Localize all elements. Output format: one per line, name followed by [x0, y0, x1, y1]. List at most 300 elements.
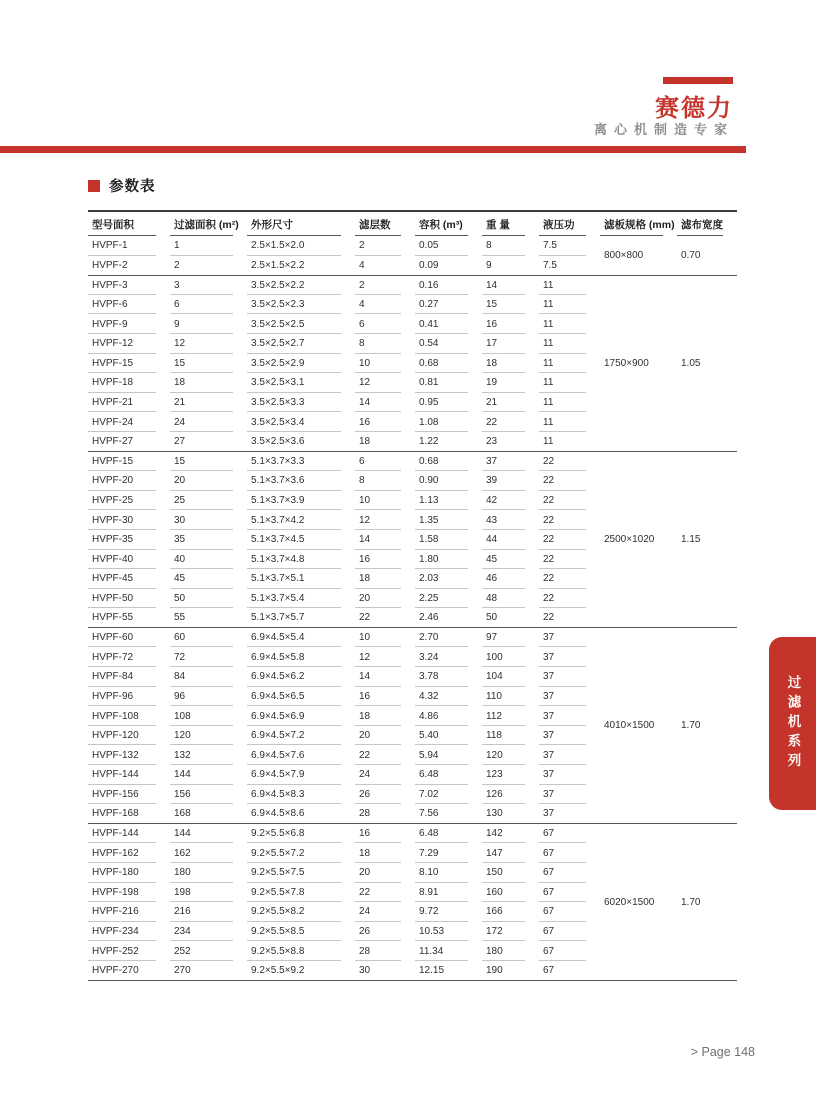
cell: 270 [170, 961, 247, 981]
cell: 18 [355, 706, 415, 726]
cell: 4.32 [415, 687, 482, 707]
cell: 67 [539, 941, 600, 961]
cell: 16 [482, 314, 539, 334]
cell: 1.35 [415, 510, 482, 530]
page-number: > Page 148 [690, 1045, 755, 1059]
cell: 166 [482, 902, 539, 922]
cell: HVPF-180 [88, 863, 170, 883]
cell: 26 [355, 785, 415, 805]
cell: 144 [170, 765, 247, 785]
cell: 39 [482, 471, 539, 491]
cell: 100 [482, 647, 539, 667]
cell: HVPF-2 [88, 256, 170, 276]
brand-accent-bar [663, 77, 733, 84]
cell: 18 [355, 432, 415, 452]
cell: 14 [355, 667, 415, 687]
cell: HVPF-156 [88, 785, 170, 805]
cell: 10 [355, 628, 415, 648]
cell: 3.5×2.5×2.7 [247, 334, 355, 354]
cell: 96 [170, 687, 247, 707]
cell: 19 [482, 373, 539, 393]
cell: 126 [482, 785, 539, 805]
cell: 5.40 [415, 726, 482, 746]
cell: HVPF-15 [88, 354, 170, 374]
cell: 2.25 [415, 589, 482, 609]
cell: 18 [170, 373, 247, 393]
cell: 8 [355, 334, 415, 354]
cell: 5.1×3.7×4.5 [247, 530, 355, 550]
cell: 0.27 [415, 295, 482, 315]
cell: HVPF-6 [88, 295, 170, 315]
cell: 0.68 [415, 354, 482, 374]
cell: 0.90 [415, 471, 482, 491]
cell: 112 [482, 706, 539, 726]
cell: 45 [482, 550, 539, 570]
cell: 46 [482, 569, 539, 589]
cell: 6 [355, 314, 415, 334]
cell: 108 [170, 706, 247, 726]
cell: 9.2×5.5×7.5 [247, 863, 355, 883]
cell: 8 [482, 236, 539, 256]
cell: 84 [170, 667, 247, 687]
cell: 12 [355, 373, 415, 393]
cell: HVPF-15 [88, 452, 170, 472]
cell: 11 [539, 295, 600, 315]
cell: 22 [539, 452, 600, 472]
cell: HVPF-1 [88, 236, 170, 256]
column-header: 型号面积 [88, 211, 170, 236]
cell: 30 [170, 510, 247, 530]
cell: HVPF-20 [88, 471, 170, 491]
params-table [88, 210, 737, 981]
cell: 15 [170, 354, 247, 374]
cell: 4 [355, 295, 415, 315]
cell: 18 [355, 843, 415, 863]
plate-spec-cell: 2500×1020 [600, 452, 677, 628]
cell: 22 [539, 471, 600, 491]
cell: 132 [170, 745, 247, 765]
cell: 1 [170, 236, 247, 256]
cell: 17 [482, 334, 539, 354]
cell: 9.2×5.5×8.5 [247, 922, 355, 942]
cell: 22 [355, 745, 415, 765]
cell: 12 [355, 647, 415, 667]
cell: 144 [170, 824, 247, 844]
cell: HVPF-96 [88, 687, 170, 707]
cell: 30 [355, 961, 415, 981]
cell: 2 [170, 256, 247, 276]
cell: HVPF-198 [88, 883, 170, 903]
cell: 6.9×4.5×5.8 [247, 647, 355, 667]
cell: 3.5×2.5×2.9 [247, 354, 355, 374]
cell: 6.9×4.5×6.2 [247, 667, 355, 687]
cell: 8 [355, 471, 415, 491]
cell: HVPF-168 [88, 804, 170, 824]
cell: 67 [539, 863, 600, 883]
cell: 22 [539, 608, 600, 628]
column-header: 滤板规格 (mm) [600, 211, 677, 236]
cell: 9.72 [415, 902, 482, 922]
cell: 1.58 [415, 530, 482, 550]
cell: 11 [539, 314, 600, 334]
cell: HVPF-3 [88, 275, 170, 295]
cell: 5.1×3.7×5.7 [247, 608, 355, 628]
cell: 4.86 [415, 706, 482, 726]
series-side-tab [769, 637, 816, 810]
column-header: 液压功 [539, 211, 600, 236]
cell: 22 [539, 530, 600, 550]
cell: HVPF-144 [88, 765, 170, 785]
cell: 67 [539, 824, 600, 844]
cell: 9.2×5.5×7.2 [247, 843, 355, 863]
cell: HVPF-252 [88, 941, 170, 961]
cell: 9 [482, 256, 539, 276]
cloth-width-cell: 1.70 [677, 628, 737, 824]
cell: 23 [482, 432, 539, 452]
cell: HVPF-50 [88, 589, 170, 609]
table-row [88, 236, 737, 256]
cell: 3.5×2.5×3.6 [247, 432, 355, 452]
cell: HVPF-21 [88, 393, 170, 413]
cell: 3 [170, 275, 247, 295]
cell: 16 [355, 824, 415, 844]
cell: 6 [170, 295, 247, 315]
cell: 37 [539, 804, 600, 824]
cell: 216 [170, 902, 247, 922]
cell: 24 [170, 412, 247, 432]
cell: 3.78 [415, 667, 482, 687]
cell: HVPF-40 [88, 550, 170, 570]
cell: HVPF-234 [88, 922, 170, 942]
cell: HVPF-144 [88, 824, 170, 844]
cell: 28 [355, 941, 415, 961]
cell: HVPF-120 [88, 726, 170, 746]
cell: 6.9×4.5×7.9 [247, 765, 355, 785]
cell: 24 [355, 902, 415, 922]
cell: 24 [355, 765, 415, 785]
cell: 67 [539, 902, 600, 922]
cell: 37 [539, 706, 600, 726]
cell: 21 [482, 393, 539, 413]
cell: 22 [539, 510, 600, 530]
column-header: 滤层数 [355, 211, 415, 236]
cell: 12.15 [415, 961, 482, 981]
cell: 180 [482, 941, 539, 961]
cell: 26 [355, 922, 415, 942]
cell: 18 [482, 354, 539, 374]
header-divider [0, 146, 746, 153]
cell: 14 [355, 530, 415, 550]
plate-spec-cell: 4010×1500 [600, 628, 677, 824]
cell: 16 [355, 687, 415, 707]
cell: 37 [539, 785, 600, 805]
cell: HVPF-216 [88, 902, 170, 922]
cell: 3.5×2.5×2.3 [247, 295, 355, 315]
cell: 2 [355, 275, 415, 295]
cell: 6 [355, 452, 415, 472]
cell: 130 [482, 804, 539, 824]
cell: 9.2×5.5×9.2 [247, 961, 355, 981]
cell: 168 [170, 804, 247, 824]
cell: HVPF-24 [88, 412, 170, 432]
cell: 22 [355, 883, 415, 903]
cell: 50 [170, 589, 247, 609]
cell: 9.2×5.5×8.8 [247, 941, 355, 961]
cell: 20 [355, 589, 415, 609]
cell: 16 [355, 550, 415, 570]
cell: 0.05 [415, 236, 482, 256]
cell: 37 [539, 726, 600, 746]
cell: 11 [539, 412, 600, 432]
cell: HVPF-9 [88, 314, 170, 334]
cell: 5.94 [415, 745, 482, 765]
cell: 9.2×5.5×8.2 [247, 902, 355, 922]
column-header: 过滤面积 (m²) [170, 211, 247, 236]
cell: 37 [539, 745, 600, 765]
cell: 7.29 [415, 843, 482, 863]
section-title: 参数表 [109, 179, 156, 195]
cell: HVPF-45 [88, 569, 170, 589]
cell: 7.5 [539, 256, 600, 276]
cell: 22 [539, 569, 600, 589]
cell: 0.09 [415, 256, 482, 276]
cell: 10 [355, 491, 415, 511]
cell: 1.13 [415, 491, 482, 511]
table-header-row [88, 211, 737, 236]
table-row [88, 824, 737, 844]
cell: 190 [482, 961, 539, 981]
cloth-width-cell: 1.05 [677, 275, 737, 451]
cloth-width-cell: 0.70 [677, 236, 737, 275]
cell: 50 [482, 608, 539, 628]
cell: 11 [539, 354, 600, 374]
cell: 25 [170, 491, 247, 511]
cell: HVPF-35 [88, 530, 170, 550]
cell: 5.1×3.7×5.1 [247, 569, 355, 589]
cell: 37 [539, 687, 600, 707]
cell: 45 [170, 569, 247, 589]
column-header: 容积 (m³) [415, 211, 482, 236]
cell: 37 [482, 452, 539, 472]
cell: 5.1×3.7×5.4 [247, 589, 355, 609]
cell: 11 [539, 393, 600, 413]
cell: 22 [355, 608, 415, 628]
cell: 142 [482, 824, 539, 844]
cell: 67 [539, 922, 600, 942]
plate-spec-cell: 800×800 [600, 236, 677, 275]
cell: 27 [170, 432, 247, 452]
cell: 18 [355, 569, 415, 589]
cell: 5.1×3.7×3.6 [247, 471, 355, 491]
cell: 2.03 [415, 569, 482, 589]
cell: 3.5×2.5×3.4 [247, 412, 355, 432]
cell: 6.9×4.5×6.5 [247, 687, 355, 707]
cell: 40 [170, 550, 247, 570]
cell: 118 [482, 726, 539, 746]
cell: 7.02 [415, 785, 482, 805]
cell: 110 [482, 687, 539, 707]
cell: 123 [482, 765, 539, 785]
brand-tagline: 离心机制造专家 [593, 122, 734, 137]
cell: 97 [482, 628, 539, 648]
cell: HVPF-162 [88, 843, 170, 863]
cell: HVPF-12 [88, 334, 170, 354]
cell: 37 [539, 647, 600, 667]
cell: 2 [355, 236, 415, 256]
cell: 198 [170, 883, 247, 903]
cell: 6.9×4.5×7.6 [247, 745, 355, 765]
cell: 6.48 [415, 824, 482, 844]
cell: 11 [539, 432, 600, 452]
cell: 147 [482, 843, 539, 863]
table-row [88, 452, 737, 472]
cell: 37 [539, 667, 600, 687]
cell: 11.34 [415, 941, 482, 961]
cell: 4 [355, 256, 415, 276]
cell: 22 [539, 589, 600, 609]
cell: 156 [170, 785, 247, 805]
cell: 0.16 [415, 275, 482, 295]
plate-spec-cell: 6020×1500 [600, 824, 677, 981]
cell: 12 [170, 334, 247, 354]
params-table-body [88, 236, 737, 981]
column-header: 滤布宽度 [677, 211, 737, 236]
table-row [88, 275, 737, 295]
cell: 42 [482, 491, 539, 511]
square-bullet-icon [88, 180, 100, 192]
cell: 0.81 [415, 373, 482, 393]
cell: 16 [355, 412, 415, 432]
cell: 2.46 [415, 608, 482, 628]
cell: 5.1×3.7×3.9 [247, 491, 355, 511]
cell: 1.80 [415, 550, 482, 570]
cloth-width-cell: 1.15 [677, 452, 737, 628]
cell: HVPF-108 [88, 706, 170, 726]
params-table-wrap [88, 210, 737, 981]
cell: 6.9×4.5×5.4 [247, 628, 355, 648]
cell: 60 [170, 628, 247, 648]
cell: 162 [170, 843, 247, 863]
cell: 180 [170, 863, 247, 883]
cell: 6.9×4.5×8.6 [247, 804, 355, 824]
cell: 8.10 [415, 863, 482, 883]
cell: 14 [482, 275, 539, 295]
cell: 0.54 [415, 334, 482, 354]
cell: HVPF-132 [88, 745, 170, 765]
cell: 3.5×2.5×3.3 [247, 393, 355, 413]
brand-logo: 赛德力 [655, 95, 733, 122]
cell: 2.70 [415, 628, 482, 648]
cell: HVPF-84 [88, 667, 170, 687]
cell: 7.56 [415, 804, 482, 824]
cell: 67 [539, 961, 600, 981]
cell: 22 [539, 491, 600, 511]
cell: 3.5×2.5×2.2 [247, 275, 355, 295]
series-side-tab-label: 过滤机系列 [785, 674, 801, 773]
cell: 5.1×3.7×4.8 [247, 550, 355, 570]
cell: 10 [355, 354, 415, 374]
column-header: 重 量 [482, 211, 539, 236]
cell: HVPF-60 [88, 628, 170, 648]
cell: 1.08 [415, 412, 482, 432]
cell: 21 [170, 393, 247, 413]
column-header: 外形尺寸 [247, 211, 355, 236]
cell: 11 [539, 334, 600, 354]
cell: HVPF-18 [88, 373, 170, 393]
cell: 28 [355, 804, 415, 824]
cell: 20 [355, 863, 415, 883]
cell: 20 [355, 726, 415, 746]
cell: 160 [482, 883, 539, 903]
cell: 55 [170, 608, 247, 628]
cell: 9.2×5.5×6.8 [247, 824, 355, 844]
cell: 14 [355, 393, 415, 413]
cell: 20 [170, 471, 247, 491]
cell: 9 [170, 314, 247, 334]
cell: 37 [539, 628, 600, 648]
cell: HVPF-270 [88, 961, 170, 981]
cell: 0.68 [415, 452, 482, 472]
cell: 6.48 [415, 765, 482, 785]
cell: 252 [170, 941, 247, 961]
cell: 12 [355, 510, 415, 530]
cell: 9.2×5.5×7.8 [247, 883, 355, 903]
cell: 150 [482, 863, 539, 883]
cell: 0.41 [415, 314, 482, 334]
cell: 15 [170, 452, 247, 472]
section-heading [88, 175, 156, 196]
cell: HVPF-27 [88, 432, 170, 452]
cell: 3.5×2.5×2.5 [247, 314, 355, 334]
cell: 104 [482, 667, 539, 687]
cell: 172 [482, 922, 539, 942]
cell: 22 [539, 550, 600, 570]
cell: 120 [170, 726, 247, 746]
cell: 35 [170, 530, 247, 550]
cell: 44 [482, 530, 539, 550]
cell: 1.22 [415, 432, 482, 452]
cell: 11 [539, 373, 600, 393]
cell: 22 [482, 412, 539, 432]
cell: 48 [482, 589, 539, 609]
cell: 8.91 [415, 883, 482, 903]
table-row [88, 628, 737, 648]
cell: 37 [539, 765, 600, 785]
cell: 5.1×3.7×3.3 [247, 452, 355, 472]
cell: 6.9×4.5×8.3 [247, 785, 355, 805]
cell: HVPF-55 [88, 608, 170, 628]
cell: 2.5×1.5×2.0 [247, 236, 355, 256]
cell: 5.1×3.7×4.2 [247, 510, 355, 530]
cell: 43 [482, 510, 539, 530]
cell: 234 [170, 922, 247, 942]
plate-spec-cell: 1750×900 [600, 275, 677, 451]
cell: 15 [482, 295, 539, 315]
cloth-width-cell: 1.70 [677, 824, 737, 981]
cell: 3.24 [415, 647, 482, 667]
cell: HVPF-30 [88, 510, 170, 530]
cell: 6.9×4.5×7.2 [247, 726, 355, 746]
cell: 120 [482, 745, 539, 765]
cell: 7.5 [539, 236, 600, 256]
cell: HVPF-25 [88, 491, 170, 511]
cell: 72 [170, 647, 247, 667]
cell: 67 [539, 883, 600, 903]
cell: 10.53 [415, 922, 482, 942]
cell: 3.5×2.5×3.1 [247, 373, 355, 393]
cell: 6.9×4.5×6.9 [247, 706, 355, 726]
cell: 67 [539, 843, 600, 863]
